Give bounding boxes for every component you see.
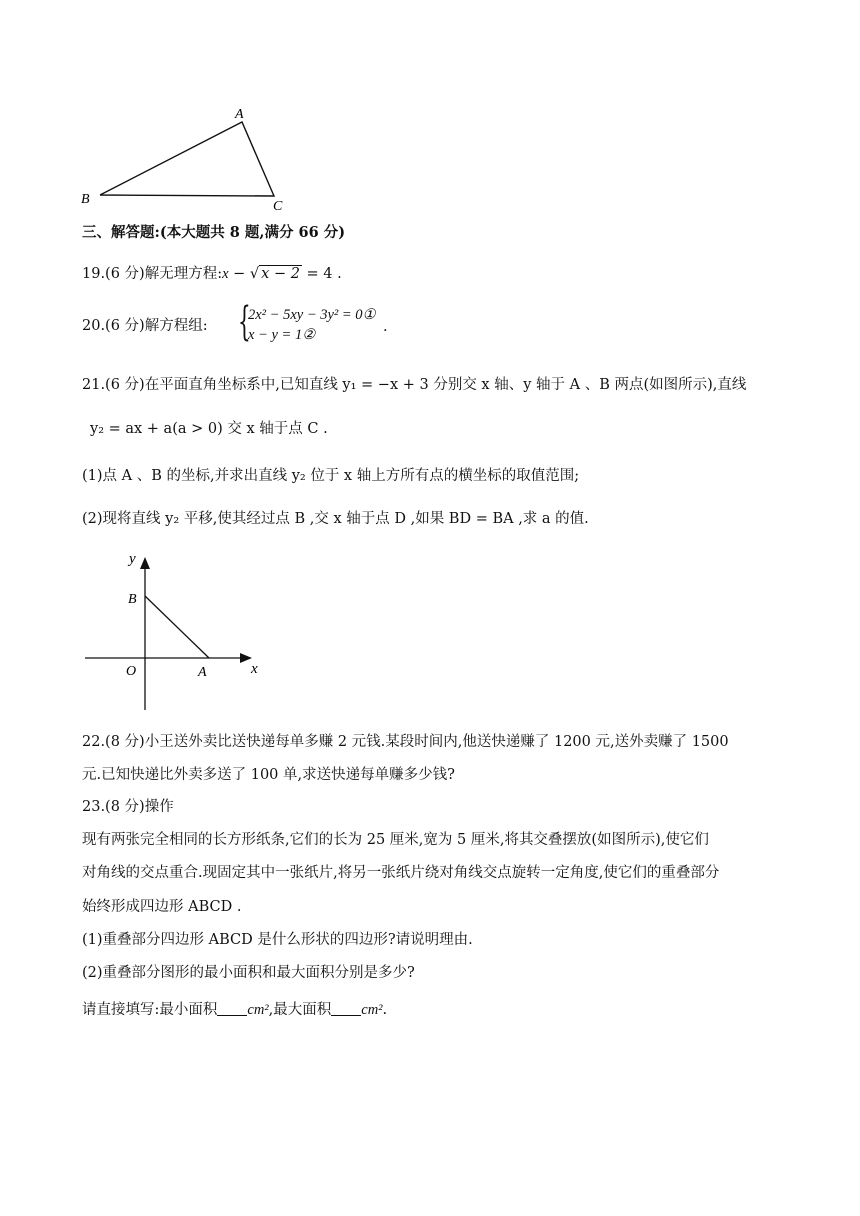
q19-minus: −	[228, 266, 250, 282]
triangle-label-a: A	[235, 107, 244, 122]
q23-part2: (2)重叠部分图形的最小面积和最大面积分别是多少?	[82, 965, 415, 981]
question-19: 19.(6 分)解无理方程:x − √ x − 2 = 4 .	[82, 266, 342, 282]
origin-label: O	[126, 664, 137, 679]
q23-line1: 现有两张完全相同的长方形纸条,它们的长为 25 厘米,宽为 5 厘米,将其交叠摆放(如图所示),使它们	[82, 832, 709, 848]
q23-unit2: cm²	[361, 1002, 383, 1018]
q19-lhs: x	[222, 266, 229, 282]
q20-row1: 2x² − 5xy − 3y² = 0①	[248, 307, 376, 323]
triangle-figure	[75, 100, 295, 215]
q23-title: 23.(8 分)操作	[82, 799, 174, 815]
q23-line3: 始终形成四边形 ABCD .	[82, 899, 242, 915]
triangle-label-c: C	[273, 199, 283, 214]
q23-part1: (1)重叠部分四边形 ABCD 是什么形状的四边形?请说明理由.	[82, 932, 473, 948]
q23-fill-b: ,最大面积	[268, 1002, 332, 1018]
y-axis-label: y	[129, 551, 136, 567]
q23-fill-end: .	[382, 1002, 388, 1018]
q21-coordinate-figure	[80, 545, 280, 715]
q20-brace: {	[238, 299, 251, 345]
q21-line1: 21.(6 分)在平面直角坐标系中,已知直线 y₁ = −x + 3 分别交 x 轴、y 轴于 A 、B 两点(如图所示),直线	[82, 377, 747, 393]
q19-prefix: 19.(6 分)解无理方程:	[82, 266, 223, 282]
line-ab	[145, 596, 209, 658]
max-area-blank	[331, 1001, 361, 1016]
triangle-label-b: B	[81, 192, 90, 207]
q23-fill-a: 请直接填写:最小面积	[82, 1002, 218, 1018]
q19-rhs: = 4 .	[301, 266, 342, 282]
triangle-shape	[100, 122, 274, 196]
q20-row2: x − y = 1②	[248, 327, 316, 343]
q20-prefix: 20.(6 分)解方程组:	[82, 318, 208, 334]
q21-part2: (2)现将直线 y₂ 平移,使其经过点 B ,交 x 轴于点 D ,如果 BD = BA ,求 a 的值.	[82, 511, 589, 527]
min-area-blank	[217, 1001, 247, 1016]
q22-line1: 22.(8 分)小王送外卖比送快递每单多赚 2 元钱.某段时间内,他送快递赚了 1200 元,送外卖赚了 1500	[82, 734, 729, 750]
point-a-label: A	[198, 665, 207, 680]
q20-end: .	[383, 319, 388, 335]
q21-line2: y₂ = ax + a(a > 0) 交 x 轴于点 C .	[90, 421, 328, 437]
q23-line2: 对角线的交点重合.现固定其中一张纸片,将另一张纸片绕对角线交点旋转一定角度,使它们的重叠部分	[82, 865, 720, 881]
y-axis-arrow	[140, 557, 150, 569]
x-axis-label: x	[251, 661, 258, 677]
q19-radicand: x − 2	[261, 266, 300, 282]
point-b-label: B	[128, 592, 137, 607]
q23-fill-line	[82, 1000, 387, 1020]
q23-unit1: cm²	[247, 1002, 269, 1018]
q21-part1: (1)点 A 、B 的坐标,并求出直线 y₂ 位于 x 轴上方所有点的横坐标的取值范围;	[82, 468, 580, 484]
section-title: 三、解答题:(本大题共 8 题,满分 66 分)	[82, 224, 346, 241]
q22-line2: 元.已知快递比外卖多送了 100 单,求送快递每单赚多少钱?	[82, 767, 455, 783]
